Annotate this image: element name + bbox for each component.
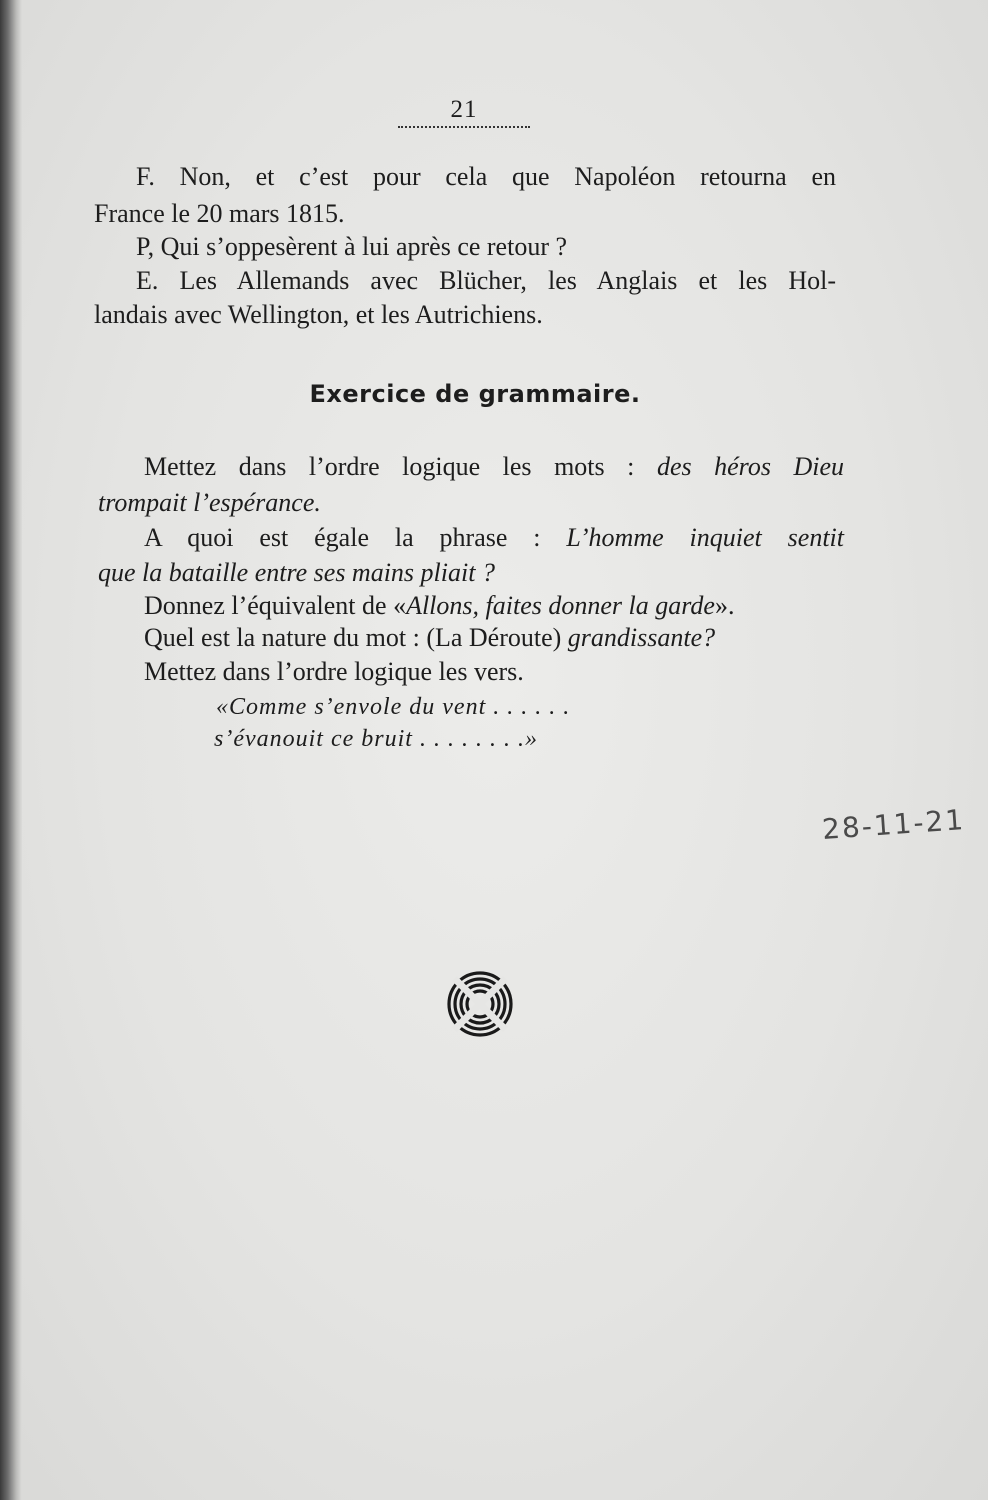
verse-line-1: «Comme s’envole du vent . . . . . . xyxy=(216,694,571,720)
exercise-italic-text: L’homme inquiet sentit xyxy=(566,523,844,552)
exercise-2-line-2: que la bataille entre ses mains pliait ? xyxy=(98,558,495,587)
dialogue-line-3 xyxy=(136,230,567,264)
dialogue-text: P, Qui s’oppesèrent à lui après ce retour ? xyxy=(136,232,568,261)
exercise-4 xyxy=(144,621,715,655)
ornament-icon xyxy=(444,968,516,1040)
dialogue-line-1 xyxy=(136,160,836,194)
exercise-italic-text: des héros Dieu xyxy=(656,452,844,481)
dialogue-line-5 xyxy=(94,298,543,332)
dialogue-text: France le 20 mars 1815. xyxy=(94,199,345,228)
section-title: Exercice de grammaire. xyxy=(309,380,641,408)
exercise-text: Mettez dans l’ordre logique les mots : xyxy=(144,452,657,481)
exercise-italic-text: Allons, faites donner la garde xyxy=(406,591,715,620)
handwritten-date-note: 28-11-21 xyxy=(821,803,967,846)
page-number: 21 xyxy=(450,96,478,123)
exercise-5: Mettez dans l’ordre logique les vers. xyxy=(144,657,524,686)
verse-line-2: s’évanouit ce bruit . . . . . . . .» xyxy=(214,726,538,752)
dialogue-text: landais avec Wellington, et les Autrichiens. xyxy=(94,300,543,329)
exercise-1-line-2: trompait l’espérance. xyxy=(98,488,321,517)
exercise-italic-text: grandissante? xyxy=(567,623,716,652)
exercise-text: A quoi est égale la phrase : xyxy=(144,523,567,552)
page-number-rule xyxy=(398,126,530,128)
exercise-2-line-1 xyxy=(144,521,844,555)
dialogue-text: F. Non, et c’est pour cela que Napoléon retourna en xyxy=(136,162,836,191)
exercise-text: ». xyxy=(714,591,735,620)
exercise-text: Quel est la nature du mot : (La Déroute) xyxy=(144,623,568,652)
dialogue-line-2 xyxy=(94,197,345,231)
exercise-1-line-1 xyxy=(144,450,844,484)
exercise-text: Donnez l’équivalent de « xyxy=(144,591,407,620)
exercise-3 xyxy=(144,589,734,623)
page-binding-edge xyxy=(0,0,22,1500)
dialogue-line-4 xyxy=(136,264,836,298)
dialogue-text: E. Les Allemands avec Blücher, les Anglais et les Hol- xyxy=(136,266,836,295)
